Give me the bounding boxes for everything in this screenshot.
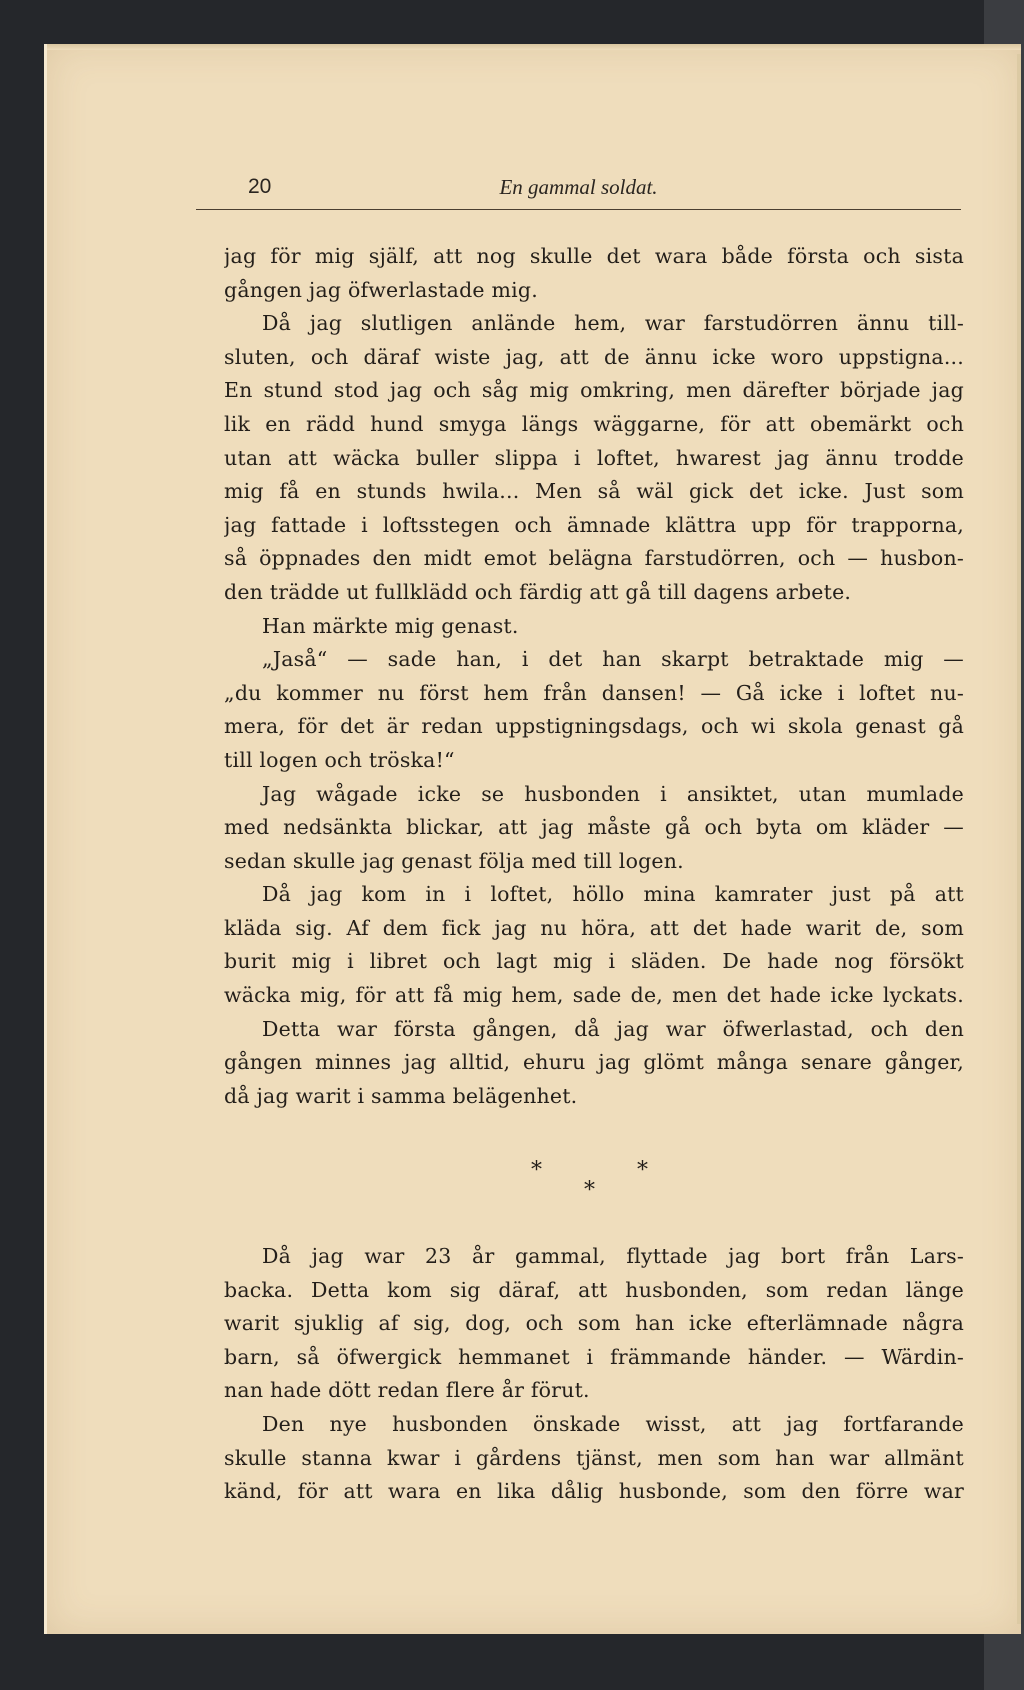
running-head bbox=[196, 173, 961, 210]
text-line: mig få en stunds hwila... Men så wäl gick det icke. Just som bbox=[224, 479, 964, 504]
text-line: jag fattade i loftsstegen och ämnade klättra upp för trapporna, bbox=[224, 512, 964, 537]
text-line: „du kommer nu först hem från dansen! — Gå icke i loftet nu- bbox=[224, 680, 964, 705]
page-edge bbox=[1017, 54, 1021, 1624]
text-line: barn, så öfwergick hemmanet i främmande händer. — Wärdin- bbox=[224, 1344, 964, 1369]
asterisk: * bbox=[637, 1158, 649, 1183]
paragraph-block-2 bbox=[224, 1240, 964, 1509]
text-line: känd, för att wara en lika dålig husbonde, som den förre war bbox=[224, 1479, 964, 1504]
text-line: till logen och tröska!“ bbox=[224, 747, 455, 772]
text-line: gången minnes jag alltid, ehuru jag glömt många senare gånger, bbox=[224, 1050, 964, 1075]
text-line: En stund stod jag och såg mig omkring, men därefter började jag bbox=[224, 378, 964, 403]
text-line: den trädde ut fullklädd och färdig att gå till dagens arbete. bbox=[224, 579, 852, 604]
text-line: utan att wäcka buller slippa i loftet, hwarest jag ännu trodde bbox=[224, 445, 964, 470]
text-line: Då jag slutligen anlände hem, war farstudörren ännu till- bbox=[262, 311, 964, 336]
text-line: lik en rädd hund smyga längs wäggarne, för att obemärkt och bbox=[224, 411, 964, 436]
text-line: sedan skulle jag genast följa med till logen. bbox=[224, 848, 684, 873]
text-line: gången jag öfwerlastade mig. bbox=[224, 277, 538, 302]
text-line: skulle stanna kwar i gårdens tjänst, men som han war allmänt bbox=[224, 1445, 964, 1470]
text-line: Detta war första gången, då jag war öfwerlastad, och den bbox=[262, 1016, 964, 1041]
page-number: 20 bbox=[248, 175, 272, 198]
text-line: warit sjuklig af sig, dog, och som han icke efterlämnade några bbox=[224, 1311, 964, 1336]
text-line: Jag wågade icke se husbonden i ansiktet, utan mumlade bbox=[262, 781, 964, 806]
text-line: „Jaså“ — sade han, i det han skarpt betraktade mig — bbox=[262, 647, 964, 672]
text-line: sluten, och däraf wiste jag, att de ännu icke woro uppstigna... bbox=[224, 344, 964, 369]
text-line: så öppnades den midt emot belägna farstudörren, och — husbon- bbox=[224, 546, 964, 571]
text-line: kläda sig. Af dem fick jag nu höra, att det hade warit de, som bbox=[224, 915, 964, 940]
section-separator bbox=[224, 1158, 964, 1218]
text-line: jag för mig själf, att nog skulle det wara både första och sista bbox=[224, 244, 964, 268]
paragraph-block-1 bbox=[224, 240, 964, 1113]
text-line: burit mig i libret och lagt mig i släden. De hade nog försökt bbox=[224, 949, 964, 974]
text-line: Då jag war 23 år gammal, flyttade jag bort från Lars- bbox=[262, 1244, 964, 1268]
asterisk: * bbox=[584, 1178, 596, 1203]
text-line: mera, för det är redan uppstigningsdags, och wi skola genast gå bbox=[224, 714, 964, 739]
body-text bbox=[224, 240, 964, 1504]
text-line: Då jag kom in i loftet, höllo mina kamrater just på att bbox=[262, 882, 964, 907]
asterisk: * bbox=[531, 1158, 543, 1183]
running-title: En gammal soldat. bbox=[499, 175, 658, 199]
text-line: då jag warit i samma belägenhet. bbox=[224, 1083, 578, 1108]
text-line: nan hade dött redan flere år förut. bbox=[224, 1378, 590, 1403]
text-line: med nedsänkta blickar, att jag måste gå och byta om kläder — bbox=[224, 815, 964, 840]
text-line: Han märkte mig genast. bbox=[262, 613, 519, 638]
text-line: backa. Detta kom sig däraf, att husbonden, som redan länge bbox=[224, 1277, 964, 1302]
text-line: wäcka mig, för att få mig hem, sade de, men det hade icke lyckats. bbox=[224, 983, 964, 1008]
text-line: Den nye husbonden önskade wisst, att jag fortfarande bbox=[262, 1411, 964, 1436]
